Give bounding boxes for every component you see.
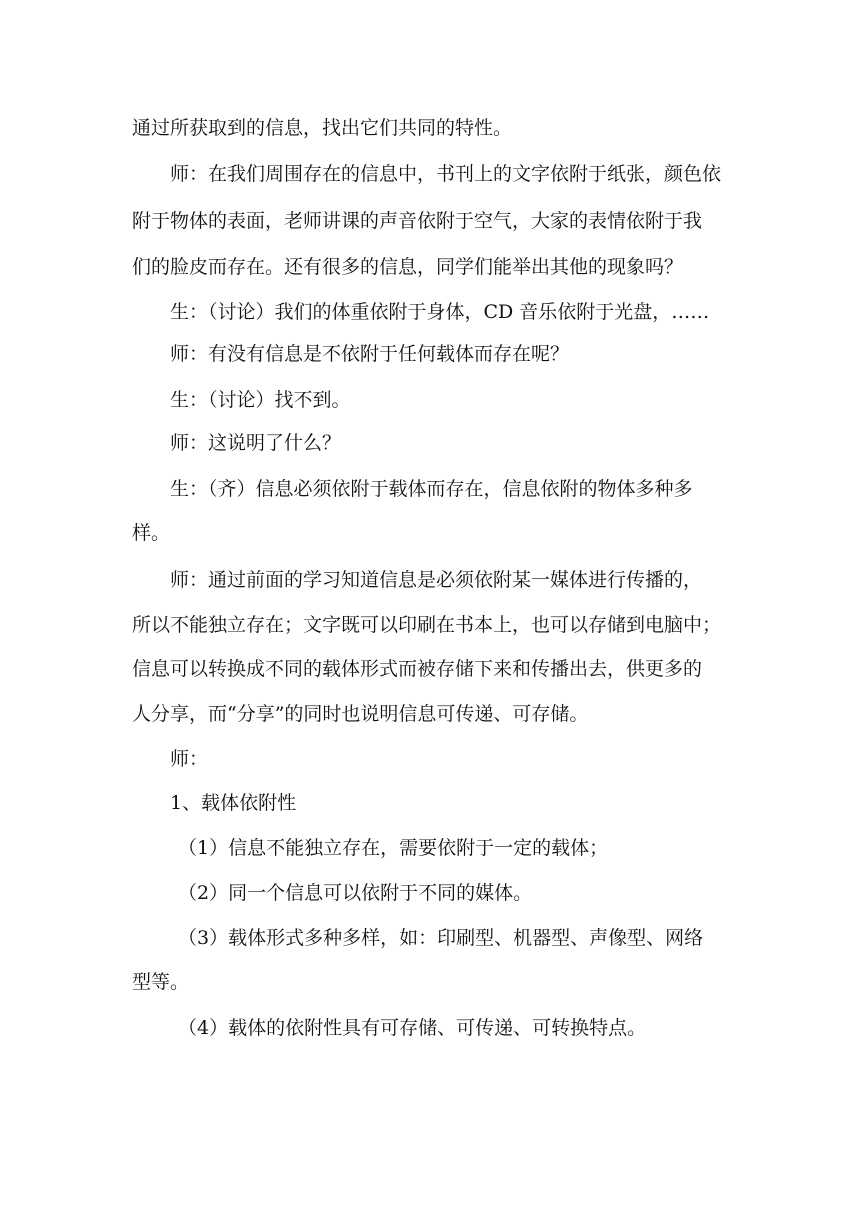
text-line: 师：有没有信息是不依附于任何载体而存在呢？ xyxy=(170,343,570,365)
text-line: 生：（齐）信息必须依附于载体而存在，信息依附的物体多种多 xyxy=(170,478,693,500)
text-line: （2）同一个信息可以依附于不同的媒体。 xyxy=(178,882,533,904)
text-line: 所以不能独立存在；文字既可以印刷在书本上，也可以存储到电脑中； xyxy=(132,614,722,636)
text-line: 型等。 xyxy=(132,971,190,993)
text-line: 生：（讨论）我们的体重依附于身体，CD 音乐依附于光盘，…… xyxy=(170,301,710,323)
text-line: 生：（讨论）找不到。 xyxy=(170,389,351,411)
text-line: 师：通过前面的学习知道信息是必须依附某一媒体进行传播的， xyxy=(170,569,703,591)
text-line: 人分享，而“分享”的同时也说明信息可传递、可存储。 xyxy=(132,703,589,725)
text-line: （4）载体的依附性具有可存储、可传递、可转换特点。 xyxy=(178,1017,647,1039)
text-line: 信息可以转换成不同的载体形式而被存储下来和传播出去，供更多的 xyxy=(132,658,703,680)
text-line: 师：这说明了什么？ xyxy=(170,432,342,454)
text-line: 通过所获取到的信息，找出它们共同的特性。 xyxy=(132,117,513,139)
text-line: 师：在我们周围存在的信息中，书刊上的文字依附于纸张，颜色依 xyxy=(170,163,722,185)
text-line: 师： xyxy=(170,748,209,770)
text-line: 样。 xyxy=(132,522,171,544)
text-line: 附于物体的表面，老师讲课的声音依附于空气，大家的表情依附于我 xyxy=(132,210,703,232)
text-line: 1、载体依附性 xyxy=(170,792,297,814)
text-line: （1）信息不能独立存在，需要依附于一定的载体； xyxy=(178,837,609,859)
text-line: （3）载体形式多种多样，如：印刷型、机器型、声像型、网络 xyxy=(178,927,704,949)
text-line: 们的脸皮而存在。还有很多的信息，同学们能举出其他的现象吗？ xyxy=(132,256,684,278)
